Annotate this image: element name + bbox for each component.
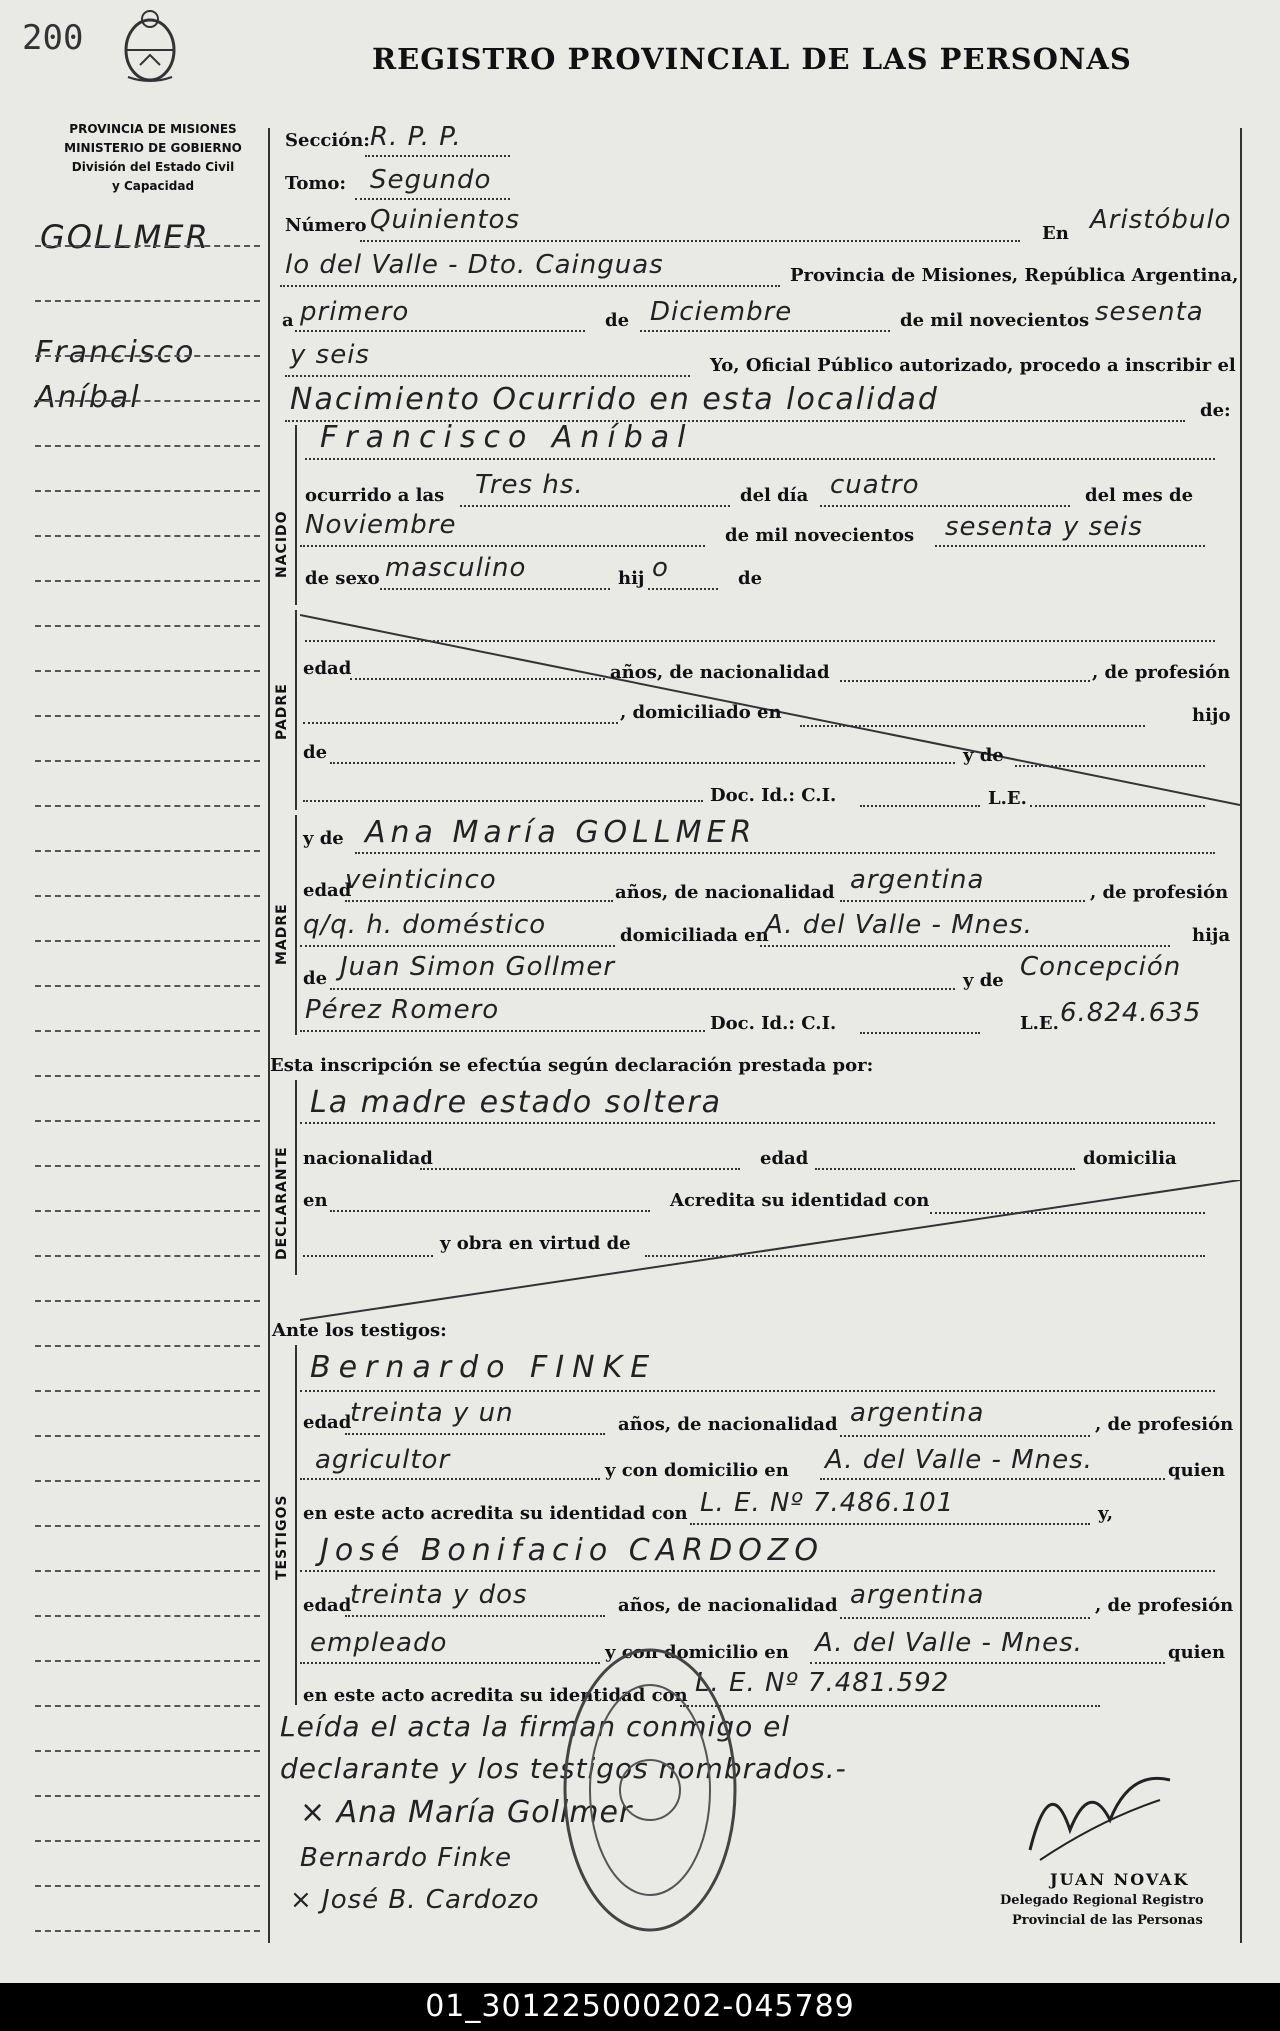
madre-edad-value: veinticinco xyxy=(345,865,497,895)
madre-anios-label: años, de nacionalidad xyxy=(615,882,835,903)
anio-nac-value: sesenta y seis xyxy=(945,512,1143,542)
declarante-en-label: en xyxy=(303,1190,328,1211)
seccion-value: R. P. P. xyxy=(370,122,462,152)
testigo2-acredita-label: en este acto acredita su identidad con xyxy=(303,1685,688,1706)
mes-value: Diciembre xyxy=(650,297,793,327)
official-title-1: Delegado Regional Registro xyxy=(1000,1893,1204,1908)
nacido-section-label: NACIDO xyxy=(274,510,290,578)
hijo-value: o xyxy=(652,553,669,583)
madre-edad-label: edad xyxy=(303,880,352,901)
de-label: de xyxy=(605,310,630,331)
testigo1-profesion-label: , de profesión xyxy=(1095,1414,1234,1435)
madre-le-label: L.E. xyxy=(1020,1013,1059,1034)
numero-value: Quinientos xyxy=(370,205,520,235)
mil-nac-label: de mil novecientos xyxy=(725,525,915,546)
madre-nacionalidad-value: argentina xyxy=(850,865,985,895)
closing-line-2: declarante y los testigos nombrados.- xyxy=(280,1752,847,1785)
mil-text: de mil novecientos xyxy=(900,310,1090,331)
en-value: Aristóbulo xyxy=(1090,205,1232,235)
margin-given-name: Francisco xyxy=(35,335,196,370)
official-seal-icon xyxy=(555,1640,745,1940)
padre-section-label: PADRE xyxy=(274,683,290,740)
madre-y-de-label: y de xyxy=(303,828,344,849)
padre-de-label: de xyxy=(303,742,328,763)
testigo2-domicilio-label: y con domicilio en xyxy=(605,1642,789,1663)
anio-value: sesenta xyxy=(1095,297,1204,327)
del-mes-label: del mes de xyxy=(1085,485,1194,506)
signature-testigo-2: × José B. Cardozo xyxy=(290,1885,540,1915)
testigo2-quien-label: quien xyxy=(1168,1642,1226,1663)
madre-profesion-value: q/q. h. doméstico xyxy=(303,910,547,940)
testigo1-edad-label: edad xyxy=(303,1412,352,1433)
provincia-text: Provincia de Misiones, República Argentina, xyxy=(790,265,1239,286)
yo-text: Yo, Oficial Público autorizado, procedo a inscribir el xyxy=(710,355,1236,376)
padre-y-de-label: y de xyxy=(963,745,1004,766)
seccion-label: Sección: xyxy=(285,130,370,151)
testigo2-domicilio-value: A. del Valle - Mnes. xyxy=(815,1628,1083,1658)
madre-madre-value-cont: Pérez Romero xyxy=(305,995,500,1025)
testigos-intro: Ante los testigos: xyxy=(272,1320,447,1341)
padre-anios-label: años, de nacionalidad xyxy=(610,662,830,683)
a-label: a xyxy=(282,310,294,331)
madre-hija-label: hija xyxy=(1192,925,1231,946)
page-number: 200 xyxy=(22,18,84,58)
de-colon-label: de: xyxy=(1200,400,1231,421)
ocurrido-label: ocurrido a las xyxy=(305,485,445,506)
testigo1-acredita-label: en este acto acredita su identidad con xyxy=(303,1503,688,1524)
madre-madre-value: Concepción xyxy=(1020,952,1182,982)
declarante-value: La madre estado soltera xyxy=(310,1085,723,1120)
official-signature-icon xyxy=(1020,1760,1180,1870)
del-dia-label: del día xyxy=(740,485,809,506)
nacido-nombre: Francisco Aníbal xyxy=(320,420,694,455)
madre-domiciliada-label: domiciliada en xyxy=(620,925,769,946)
agency-line: y Capacidad xyxy=(111,179,195,193)
official-name: JUAN NOVAK xyxy=(1050,1870,1190,1889)
testigo2-anios-label: años, de nacionalidad xyxy=(618,1595,838,1616)
madre-de-label: de xyxy=(303,968,328,989)
agency-line: División del Estado Civil xyxy=(71,160,235,174)
testigo1-domicilio-value: A. del Valle - Mnes. xyxy=(825,1445,1093,1475)
tomo-value: Segundo xyxy=(370,165,492,195)
madre-nombre: Ana María GOLLMER xyxy=(365,815,757,850)
document-id-footer: 01_301225000202-045789 xyxy=(0,1983,1280,2031)
signature-testigo-1: Bernardo Finke xyxy=(300,1843,513,1873)
madre-padre-value: Juan Simon Gollmer xyxy=(340,952,616,982)
nacido-de-label: de xyxy=(738,568,763,589)
testigo1-edad-value: treinta y un xyxy=(350,1398,514,1428)
testigo2-doc-value: L. E. Nº 7.481.592 xyxy=(695,1668,950,1698)
sexo-value: masculino xyxy=(385,553,527,583)
lugar-value: lo del Valle - Dto. Cainguas xyxy=(285,250,664,280)
testigo2-edad-label: edad xyxy=(303,1595,352,1616)
testigo1-quien-label: quien xyxy=(1168,1460,1226,1481)
document-title: REGISTRO PROVINCIAL DE LAS PERSONAS xyxy=(372,42,1132,76)
declarante-section-label: DECLARANTE xyxy=(274,1146,290,1260)
declarante-nacionalidad-label: nacionalidad xyxy=(303,1148,433,1169)
declarante-intro: Esta inscripción se efectúa según declaración prestada por: xyxy=(270,1055,874,1076)
madre-section-label: MADRE xyxy=(274,903,290,965)
padre-domiciliado-label: , domiciliado en xyxy=(620,702,782,723)
agency-line: PROVINCIA DE MISIONES xyxy=(69,122,237,136)
testigos-section-label: TESTIGOS xyxy=(274,1494,290,1580)
madre-doc-label: Doc. Id.: C.I. xyxy=(710,1013,837,1034)
declarante-edad-label: edad xyxy=(760,1148,809,1169)
testigo2-edad-value: treinta y dos xyxy=(350,1580,528,1610)
testigo1-y-label: y, xyxy=(1098,1503,1114,1524)
testigo2-profesion-value: empleado xyxy=(310,1628,448,1658)
padre-doc-label: Doc. Id.: C.I. xyxy=(710,785,837,806)
sexo-label: de sexo xyxy=(305,568,380,589)
madre-profesion-label: , de profesión xyxy=(1090,882,1229,903)
testigo1-doc-value: L. E. Nº 7.486.101 xyxy=(700,1488,955,1518)
dia-nac-value: cuatro xyxy=(830,470,920,500)
numero-label: Número xyxy=(285,215,367,236)
coat-of-arms-icon xyxy=(110,5,190,85)
margin-surname: GOLLMER xyxy=(40,218,210,256)
testigo2-nombre: José Bonifacio CARDOZO xyxy=(320,1533,824,1568)
declarante-acredita-label: Acredita su identidad con xyxy=(670,1190,930,1211)
declarante-domicilia-label: domicilia xyxy=(1083,1148,1177,1169)
madre-domicilio-value: A. del Valle - Mnes. xyxy=(765,910,1033,940)
agency-block xyxy=(38,120,268,196)
margin-middle-name: Aníbal xyxy=(35,380,141,415)
official-title-2: Provincial de las Personas xyxy=(1012,1913,1203,1928)
testigo1-profesion-value: agricultor xyxy=(315,1445,451,1475)
signature-madre: × Ana María Gollmer xyxy=(300,1795,633,1830)
agency-line: MINISTERIO DE GOBIERNO xyxy=(64,141,242,155)
testigo1-nombre: Bernardo FINKE xyxy=(310,1350,658,1385)
madre-y-de2-label: y de xyxy=(963,970,1004,991)
testigo1-nacionalidad-value: argentina xyxy=(850,1398,985,1428)
anio-value-cont: y seis xyxy=(290,340,370,370)
dia-value: primero xyxy=(300,297,410,327)
closing-line-1: Leída el acta la firman conmigo el xyxy=(280,1710,791,1743)
hijo-label: hij xyxy=(618,568,645,589)
en-label: En xyxy=(1042,223,1069,244)
testigo1-anios-label: años, de nacionalidad xyxy=(618,1414,838,1435)
tomo-label: Tomo: xyxy=(285,173,347,194)
hora-value: Tres hs. xyxy=(475,470,584,500)
madre-le-value: 6.824.635 xyxy=(1060,998,1202,1028)
padre-profesion-label: , de profesión xyxy=(1092,662,1231,683)
testigo1-domicilio-label: y con domicilio en xyxy=(605,1460,789,1481)
testigo2-nacionalidad-value: argentina xyxy=(850,1580,985,1610)
declarante-strike-line xyxy=(300,1180,1240,1325)
mes-nac-value: Noviembre xyxy=(305,510,457,540)
testigo2-profesion-label: , de profesión xyxy=(1095,1595,1234,1616)
acto-value: Nacimiento Ocurrido en esta localidad xyxy=(290,382,939,417)
padre-le-label: L.E. xyxy=(988,788,1027,809)
padre-edad-label: edad xyxy=(303,658,352,679)
declarante-obra-label: y obra en virtud de xyxy=(440,1233,631,1254)
padre-hijo-label: hijo xyxy=(1192,705,1231,726)
